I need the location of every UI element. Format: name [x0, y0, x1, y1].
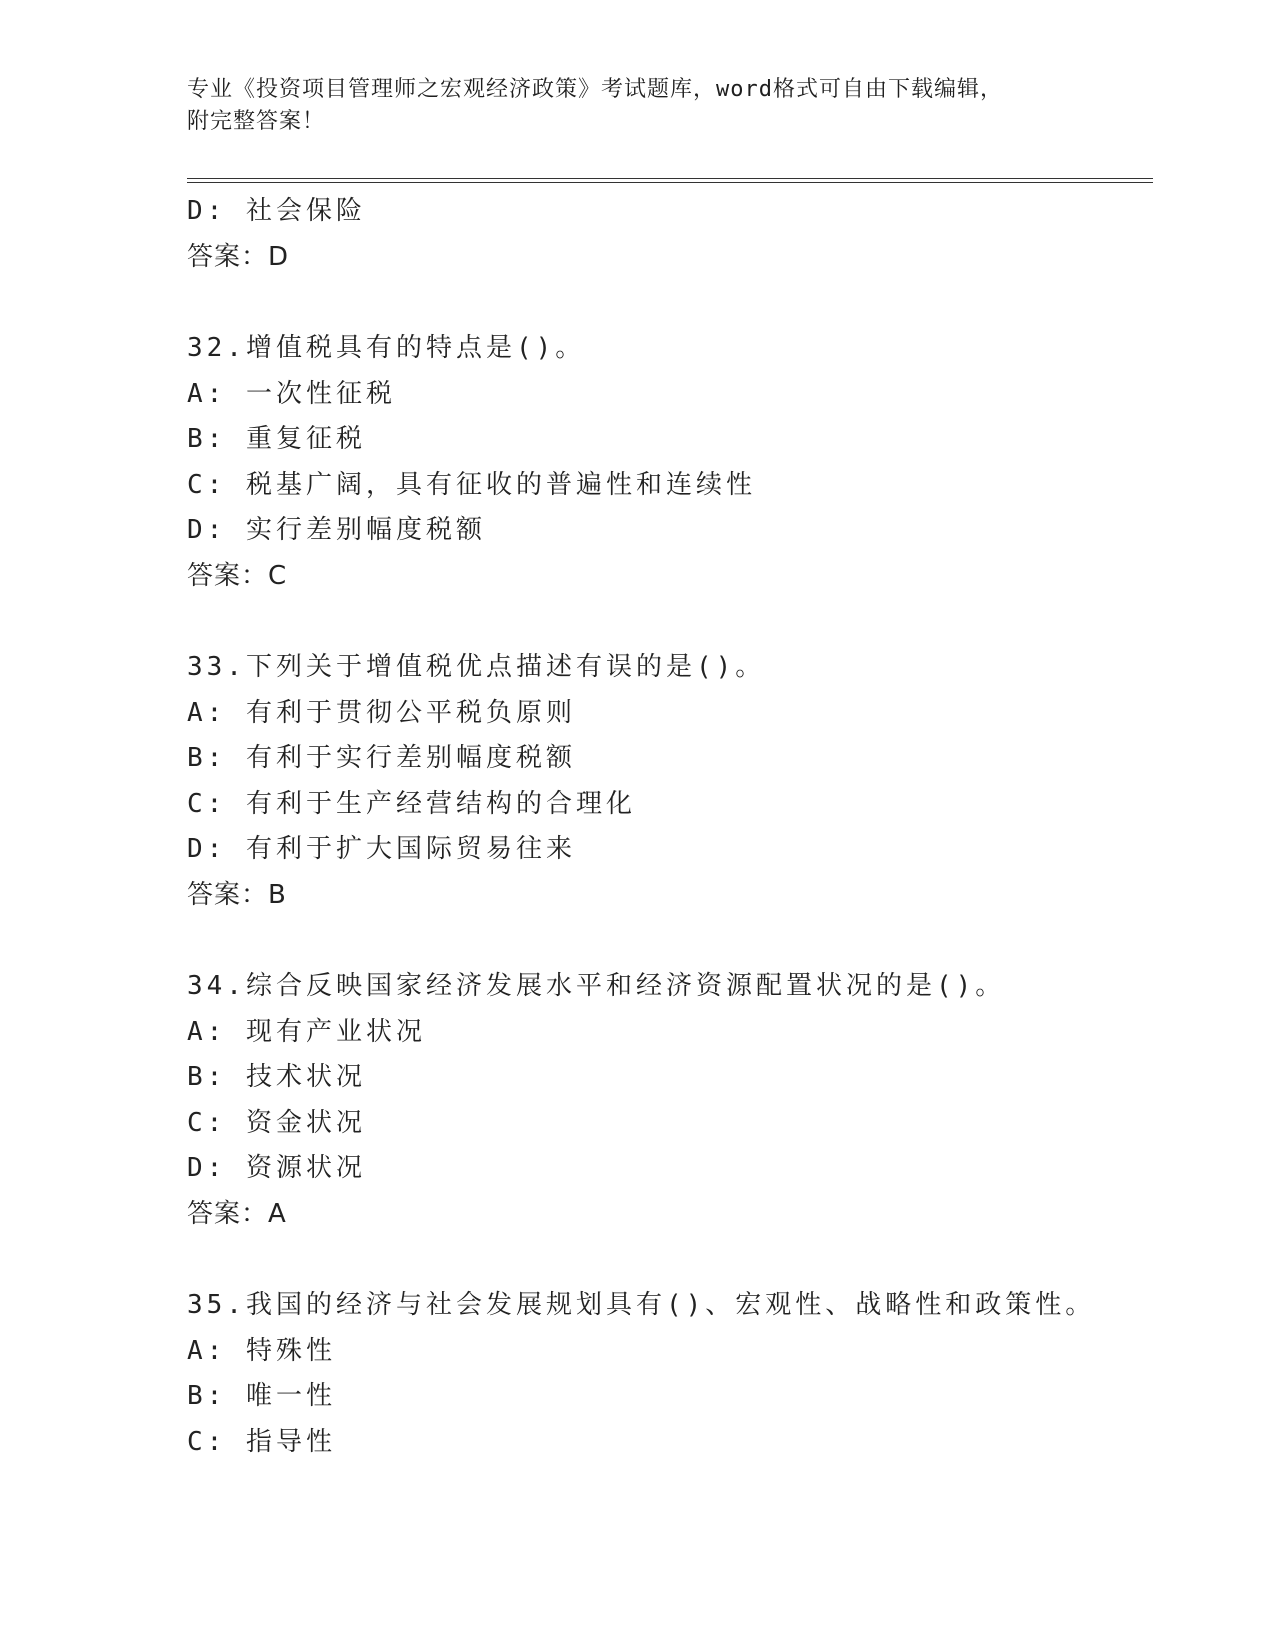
- answer-line: 答案：A: [187, 1198, 287, 1229]
- question-stem: 33.下列关于增值税优点描述有误的是()。: [187, 652, 766, 682]
- option-a: A: 特殊性: [187, 1335, 336, 1366]
- header-line-1: 专业《投资项目管理师之宏观经济政策》考试题库，word格式可自由下载编辑，: [187, 77, 1003, 102]
- spacer: [187, 599, 1153, 645]
- option-c: C: 有利于生产经营结构的合理化: [187, 788, 636, 819]
- header-line-2: 附完整答案！: [187, 109, 326, 134]
- option-d: D: 社会保险: [187, 196, 366, 226]
- option-b: B: 唯一性: [187, 1381, 336, 1411]
- question-34: [187, 964, 1153, 1237]
- option-b: B: 重复征税: [187, 424, 366, 454]
- header-divider-bottom: [187, 182, 1153, 183]
- option-c: C: 税基广阔，具有征收的普遍性和连续性: [187, 469, 756, 500]
- option-d: D: 实行差别幅度税额: [187, 515, 486, 545]
- option-a: A: 一次性征税: [187, 378, 396, 409]
- option-d: D: 有利于扩大国际贸易往来: [187, 834, 576, 864]
- question-35: [187, 1283, 1153, 1465]
- option-d: D: 资源状况: [187, 1153, 366, 1183]
- question-33: [187, 645, 1153, 918]
- answer-line: 答案：D: [187, 241, 290, 272]
- option-c: C: 资金状况: [187, 1107, 366, 1138]
- option-b: B: 技术状况: [187, 1062, 366, 1092]
- option-c: C: 指导性: [187, 1426, 336, 1457]
- answer-line: 答案：C: [187, 560, 288, 591]
- header-divider-top: [187, 178, 1153, 179]
- option-b: B: 有利于实行差别幅度税额: [187, 743, 576, 773]
- question-32: [187, 326, 1153, 599]
- question-list: [187, 189, 1153, 1465]
- spacer: [187, 280, 1153, 326]
- question-stem: 35.我国的经济与社会发展规划具有()、宏观性、战略性和政策性。: [187, 1290, 1096, 1320]
- question-stem: 34.综合反映国家经济发展水平和经济资源配置状况的是()。: [187, 971, 1006, 1001]
- option-a: A: 现有产业状况: [187, 1016, 426, 1047]
- question-stem: 32.增值税具有的特点是()。: [187, 333, 586, 363]
- spacer: [187, 918, 1153, 964]
- option-a: A: 有利于贯彻公平税负原则: [187, 697, 576, 728]
- spacer: [187, 1237, 1153, 1283]
- document-header: [187, 74, 1087, 138]
- answer-line: 答案：B: [187, 879, 287, 910]
